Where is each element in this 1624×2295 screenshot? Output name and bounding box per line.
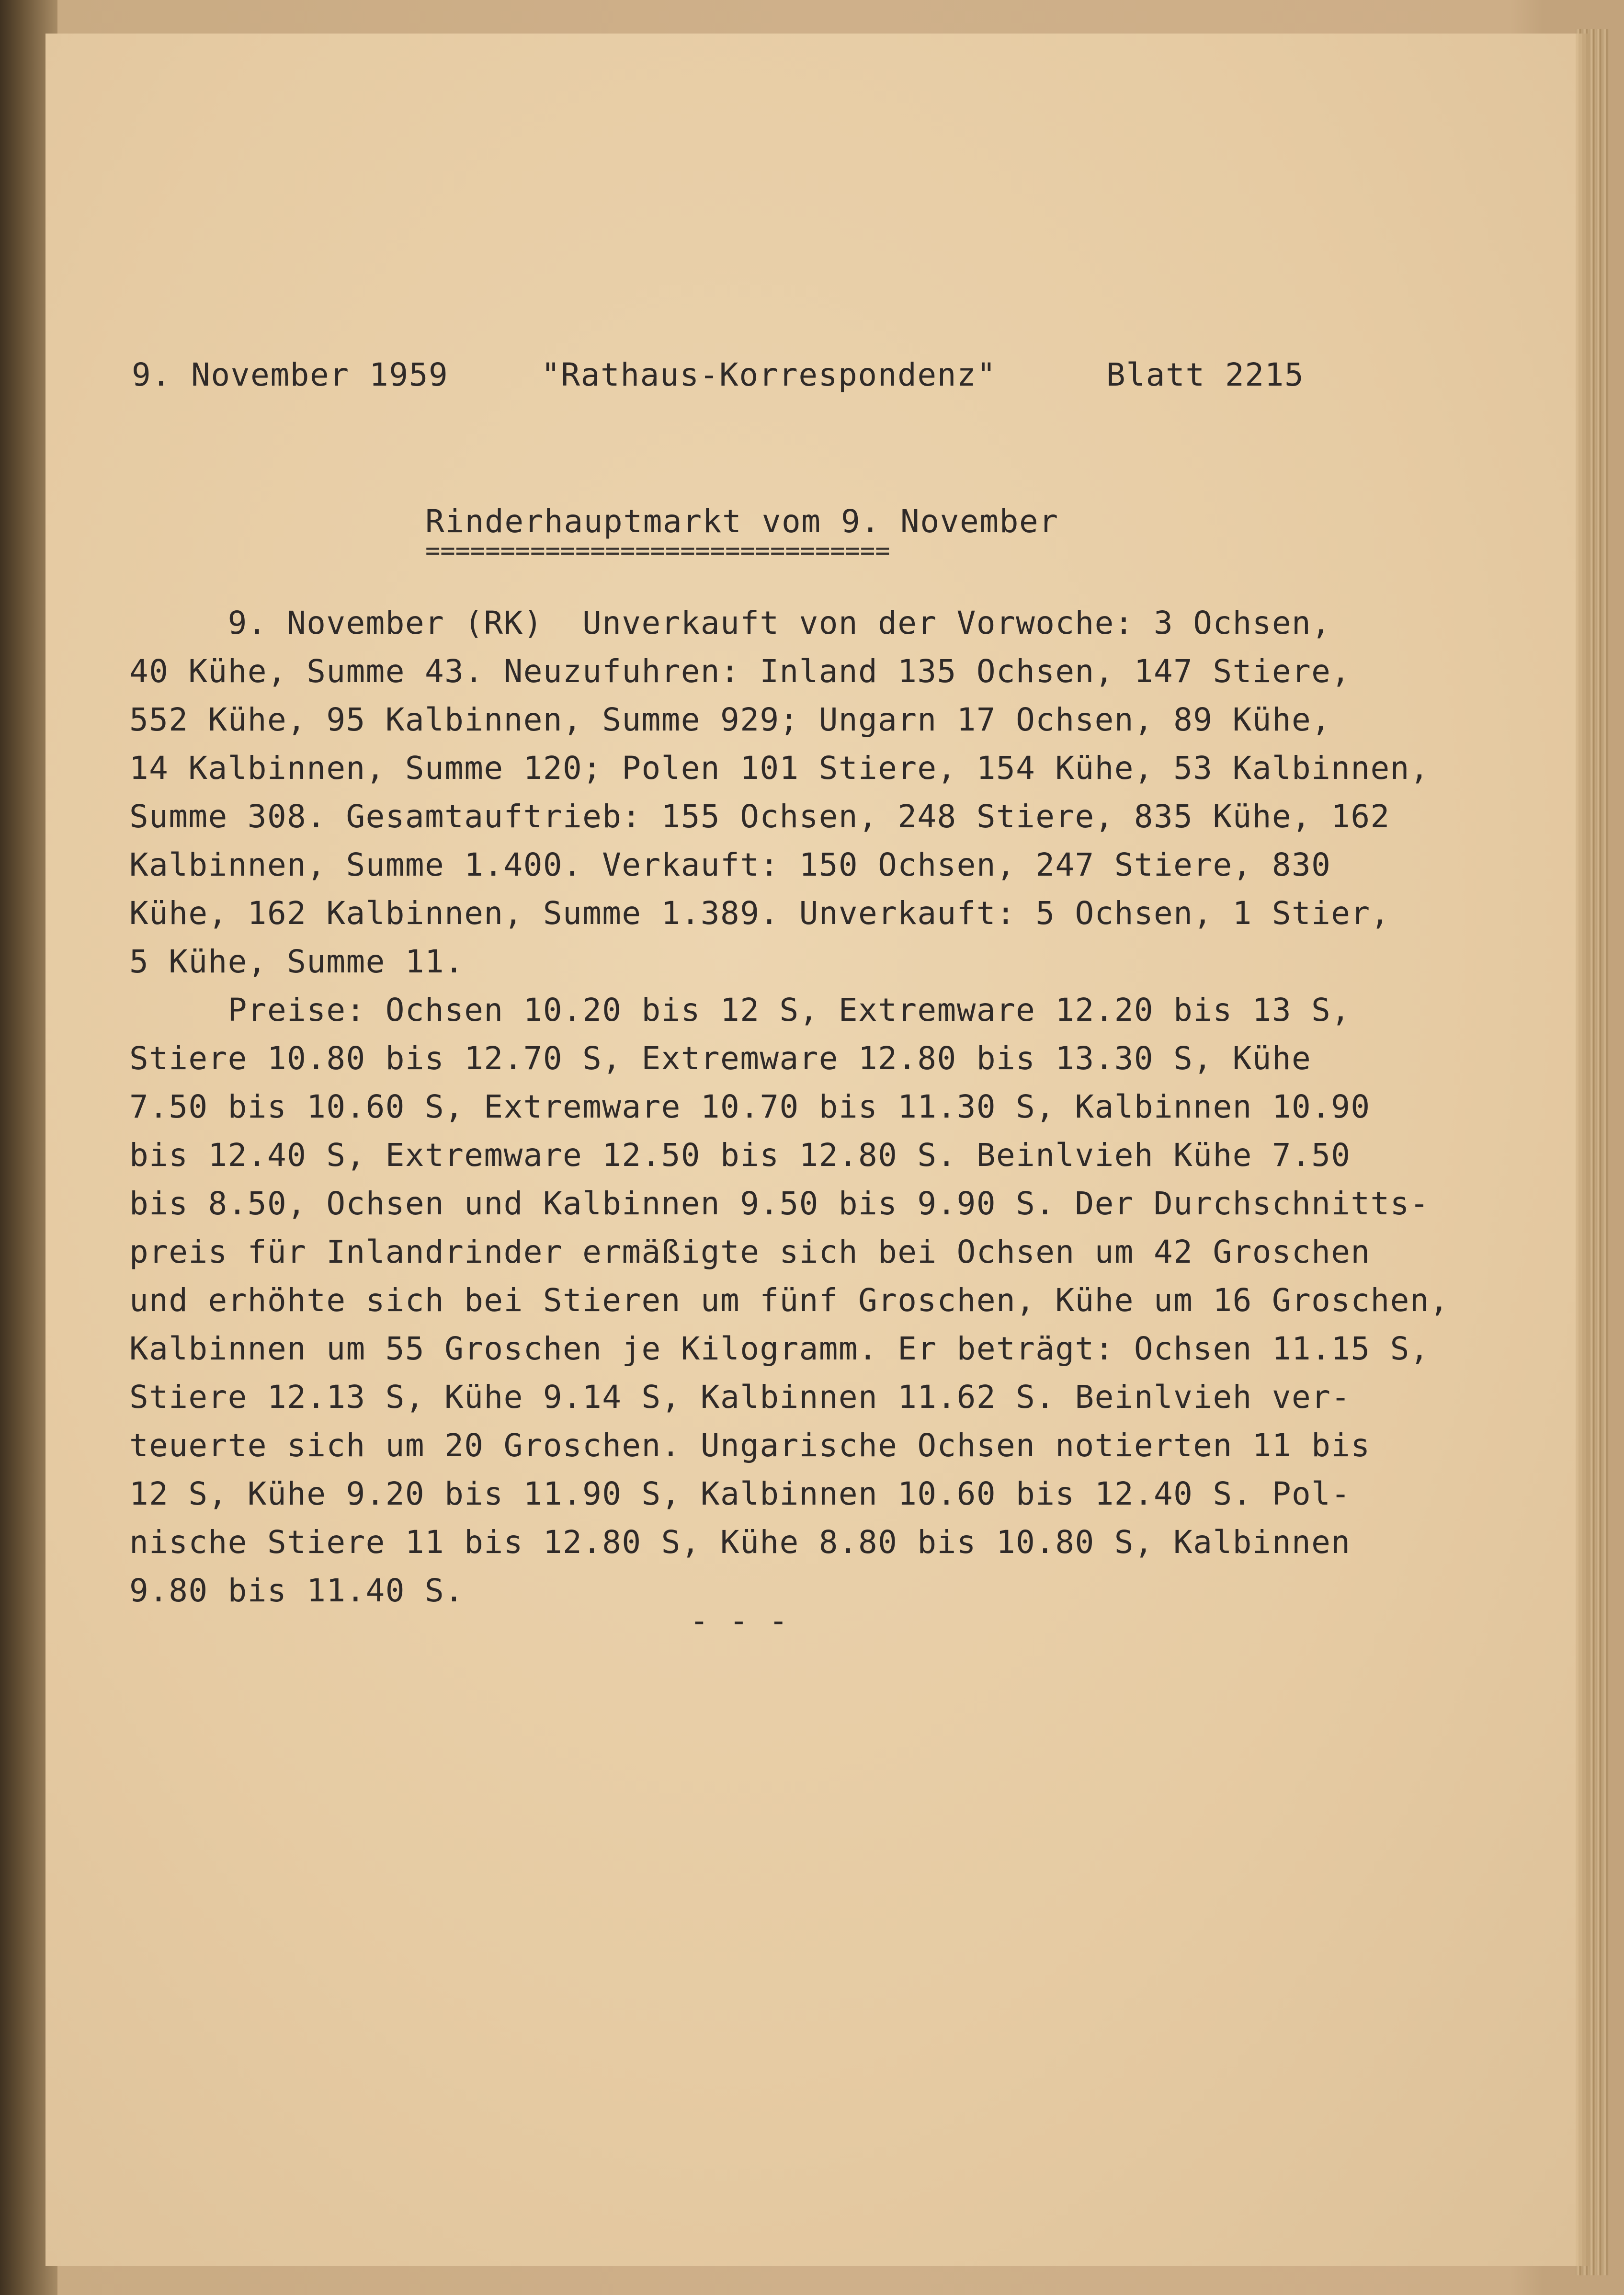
headline-underline: ===============================: [425, 537, 890, 565]
body-line: 14 Kalbinnen, Summe 120; Polen 101 Stiere, 154 Kühe, 53 Kalbinnen,: [129, 750, 1430, 787]
header-publication: "Rathaus-Korrespondenz": [541, 356, 997, 393]
body-line: Kühe, 162 Kalbinnen, Summe 1.389. Unverkauft: 5 Ochsen, 1 Stier,: [129, 895, 1390, 932]
body-line: teuerte sich um 20 Groschen. Ungarische Ochsen notierten 11 bis: [129, 1427, 1371, 1464]
body-line: 5 Kühe, Summe 11.: [129, 943, 465, 980]
body-line: Stiere 10.80 bis 12.70 S, Extremware 12.80 bis 13.30 S, Kühe: [129, 1040, 1312, 1077]
body-line: 7.50 bis 10.60 S, Extremware 10.70 bis 11.30 S, Kalbinnen 10.90: [129, 1088, 1371, 1125]
body-line: bis 12.40 S, Extremware 12.50 bis 12.80 S. Beinlvieh Kühe 7.50: [129, 1137, 1351, 1174]
body-line: preis für Inlandrinder ermäßigte sich bei Ochsen um 42 Groschen: [129, 1233, 1371, 1270]
header-sheet-number: Blatt 2215: [1106, 356, 1305, 393]
body-line: 12 S, Kühe 9.20 bis 11.90 S, Kalbinnen 10.60 bis 12.40 S. Pol-: [129, 1475, 1351, 1512]
body-line: Kalbinnen um 55 Groschen je Kilogramm. Er beträgt: Ochsen 11.15 S,: [129, 1330, 1430, 1367]
body-line: Preise: Ochsen 10.20 bis 12 S, Extremware 12.20 bis 13 S,: [129, 992, 1351, 1028]
page-header: [132, 356, 1315, 400]
article-headline: Rinderhauptmarkt vom 9. November: [425, 503, 1059, 540]
body-line: Stiere 12.13 S, Kühe 9.14 S, Kalbinnen 11.62 S. Beinlvieh ver-: [129, 1379, 1351, 1416]
body-line: 9.80 bis 11.40 S.: [129, 1572, 465, 1609]
header-date: 9. November 1959: [132, 356, 449, 393]
article-body: [129, 599, 1470, 1615]
body-line: Kalbinnen, Summe 1.400. Verkauft: 150 Ochsen, 247 Stiere, 830: [129, 846, 1331, 883]
article-end-mark: - - -: [690, 1602, 789, 1639]
body-line: bis 8.50, Ochsen und Kalbinnen 9.50 bis 9.90 S. Der Durchschnitts-: [129, 1185, 1430, 1222]
body-line: und erhöhte sich bei Stieren um fünf Groschen, Kühe um 16 Groschen,: [129, 1282, 1450, 1319]
page-stack-edges: [1576, 29, 1609, 2275]
body-line: Summe 308. Gesamtauftrieb: 155 Ochsen, 248 Stiere, 835 Kühe, 162: [129, 798, 1390, 835]
body-line: nische Stiere 11 bis 12.80 S, Kühe 8.80 bis 10.80 S, Kalbinnen: [129, 1524, 1351, 1561]
body-line: 552 Kühe, 95 Kalbinnen, Summe 929; Ungarn 17 Ochsen, 89 Kühe,: [129, 701, 1331, 738]
body-line: 40 Kühe, Summe 43. Neuzufuhren: Inland 135 Ochsen, 147 Stiere,: [129, 653, 1351, 690]
body-line: 9. November (RK) Unverkauft von der Vorwoche: 3 Ochsen,: [129, 605, 1331, 641]
